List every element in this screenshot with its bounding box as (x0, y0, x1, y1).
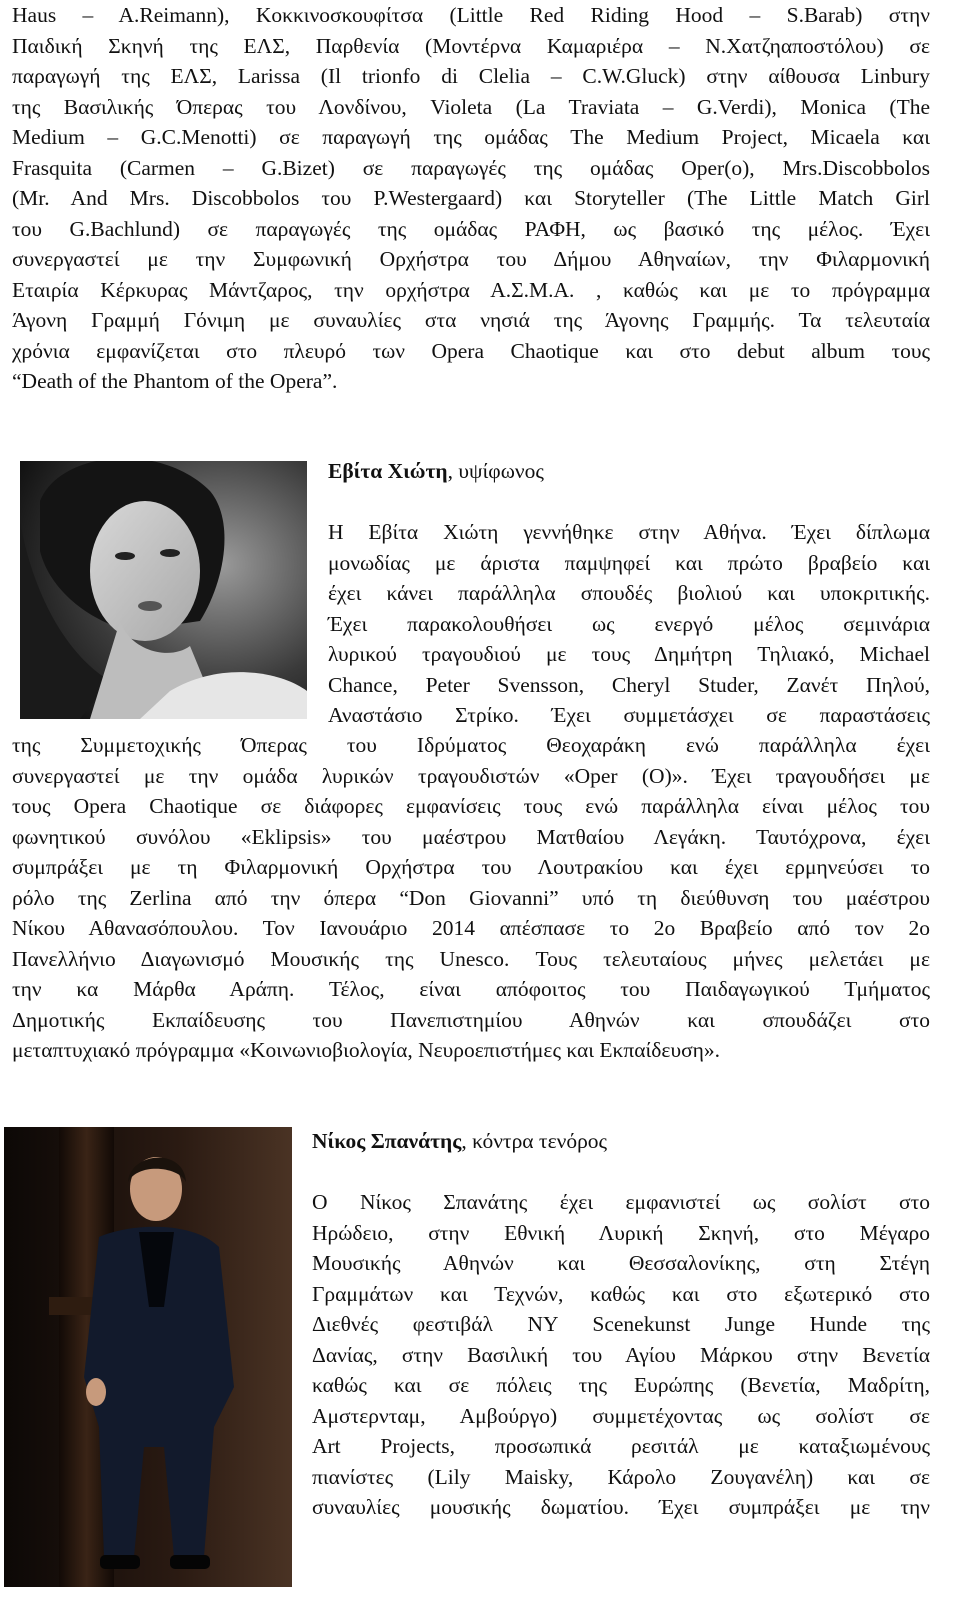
text-line: μονωδίας με άριστα παμψηφεί και πρώτο βραβείο και (328, 550, 930, 575)
text-line: Μουσικής Αθηνών και Θεσσαλονίκης, στη Στέγη (312, 1251, 930, 1275)
text-line: της Βασιλικής Όπερας του Λονδίνου, Violeta (La Traviata – G.Verdi), Monica (The (12, 94, 930, 119)
text-line: Frasquita (Carmen – G.Bizet) σε παραγωγές της ομάδας Oper(o), Mrs.Discobbolos (12, 155, 930, 180)
nikos-bio-side (312, 1187, 930, 1523)
text-line: χρόνια εμφανίζεται στο πλευρό των Opera Chaotique και στο debut album τους (12, 338, 930, 363)
text-line: Πανελλήνιο Διαγωνισμό Μουσικής της Unesco. Τους τελευταίους μήνες μελετάει με (12, 946, 930, 971)
evita-heading (328, 456, 544, 487)
evita-portrait-photo (20, 461, 307, 719)
text-line: της Συμμετοχικής Όπερας του Ιδρύματος Θεοχαράκη ενώ παράλληλα έχει (12, 733, 930, 757)
text-line: Παιδική Σκηνή της ΕΛΣ, Παρθενία (Μοντέρνα Καμαριέρα – Ν.Χατζηαποστόλου) σε (12, 33, 930, 58)
nikos-heading (312, 1126, 607, 1157)
text-line: Έχει παρακολουθήσει ως ενεργό μέλος σεμινάρια (328, 611, 930, 636)
text-line: Δημοτικής Εκπαίδευσης του Πανεπιστημίου Αθηνών και σπουδάζει στο (12, 1007, 930, 1032)
text-line: Αμστερνταμ, Αμβούργο) συμμετέχοντας ως σολίστ σε (312, 1403, 930, 1428)
text-line: έχει κάνει παράλληλα σπουδές βιολιού και υποκριτικής. (328, 581, 930, 605)
text-line: λυρικού τραγουδιού με τους Δημήτρη Τηλιακό, Michael (328, 642, 930, 666)
text-line: Chance, Peter Svensson, Cheryl Studer, Ζανέτ Πηλού, (328, 672, 930, 697)
text-line: Αναστάσιο Στρίκο. Έχει συμμετάσχει σε παραστάσεις (328, 703, 930, 727)
text-line: ρόλο της Zerlina από την όπερα “Don Giovanni” υπό τη διεύθυνση του μαέστρου (12, 885, 930, 910)
text-line: Εταιρία Κέρκυρας Μάντζαρος, την ορχήστρα Α.Σ.Μ.Α. , καθώς και με το πρόγραμμα (12, 277, 930, 302)
artist-role: , κόντρα τενόρος (461, 1129, 608, 1153)
text-line: Art Projects, προσωπικά ρεσιτάλ με καταξιωμένους (312, 1434, 930, 1458)
text-line: Ηρώδειο, στην Εθνική Λυρική Σκηνή, στο Μέγαρο (312, 1220, 930, 1245)
artist-name: Εβίτα Χιώτη (328, 459, 448, 483)
text-line: παραγωγή της ΕΛΣ, Larissa (Il trionfo di Clelia – C.W.Gluck) στην αίθουσα Linbury (12, 64, 930, 88)
nikos-portrait-photo (4, 1127, 292, 1587)
text-line: συμπράξει με τη Φιλαρμονική Ορχήστρα του Λουτρακίου και έχει ερμηνεύσει το (12, 855, 930, 879)
text-line: μεταπτυχιακό πρόγραμμα «Κοινωνιοβιολογία, Νευροεπιστήμες και Εκπαίδευση». (12, 1038, 721, 1062)
evita-bio-full (12, 730, 930, 1066)
text-line: συναυλίες μουσικής δωματίου. Έχει συμπράξει με την (312, 1495, 930, 1519)
text-line: συνεργαστεί με την ομάδα λυρικών τραγουδιστών «Oper (O)». Έχει τραγουδήσει με (12, 763, 930, 788)
text-line: Haus – A.Reimann), Κοκκινοσκουφίτσα (Little Red Riding Hood – S.Barab) στην (12, 3, 930, 27)
text-line: (Mr. And Mrs. Discobbolos του P.Westergaard) και Storyteller (The Little Match Girl (12, 186, 930, 210)
evita-bio-side (328, 517, 930, 731)
text-line: καθώς και σε πόλεις της Ευρώπης (Βενετία, Μαδρίτη, (312, 1373, 930, 1397)
portrait-image (20, 461, 307, 719)
text-line: συνεργαστεί με την Συμφωνική Ορχήστρα του Δήμου Αθηναίων, την Φιλαρμονική (12, 247, 930, 271)
artist-name: Νίκος Σπανάτης (312, 1129, 462, 1153)
text-line: πιανίστες (Lily Maisky, Κάρολο Ζουγανέλη) και σε (312, 1464, 930, 1489)
text-line: τους Opera Chaotique σε διάφορες εμφανίσεις τους ενώ παράλληλα είναι μέλος του (12, 794, 930, 818)
text-line: του G.Bachlund) σε παραγωγές της ομάδας ΡΑΦΗ, ως βασικό της μέλος. Έχει (12, 216, 930, 241)
intro-paragraph (12, 0, 930, 397)
text-line: την κα Μάρθα Αράπη. Τέλος, είναι απόφοιτος του Παιδαγωγικού Τμήματος (12, 977, 930, 1001)
artist-role: , υψίφωνος (447, 459, 544, 483)
text-line: Γραμμάτων και Τεχνών, καθώς και στο εξωτερικό στο (312, 1281, 930, 1306)
text-line: Δανίας, στην Βασιλική του Αγίου Μάρκου στην Βενετία (312, 1342, 930, 1367)
text-line: Διεθνές φεστιβάλ NY Scenekunst Junge Hunde της (312, 1312, 930, 1336)
text-line: Η Εβίτα Χιώτη γεννήθηκε στην Αθήνα. Έχει δίπλωμα (328, 520, 930, 544)
text-line: Άγονη Γραμμή Γόνιμη με συναυλίες στα νησιά της Άγονης Γραμμής. Τα τελευταία (12, 308, 930, 332)
text-line: Νίκου Αθανασόπουλου. Τον Ιανουάριο 2014 απέσπασε το 2ο Βραβείο από τον 2ο (12, 916, 930, 940)
text-line: Medium – G.C.Menotti) σε παραγωγή της ομάδας The Medium Project, Micaela και (12, 125, 930, 149)
text-line: φωνητικού συνόλου «Eklipsis» του μαέστρου Ματθαίου Λεγάκη. Ταυτόχρονα, έχει (12, 824, 930, 849)
portrait-image (4, 1127, 292, 1587)
text-line: Ο Νίκος Σπανάτης έχει εμφανιστεί ως σολίστ στο (312, 1190, 930, 1214)
text-line: “Death of the Phantom of the Opera”. (12, 369, 338, 393)
